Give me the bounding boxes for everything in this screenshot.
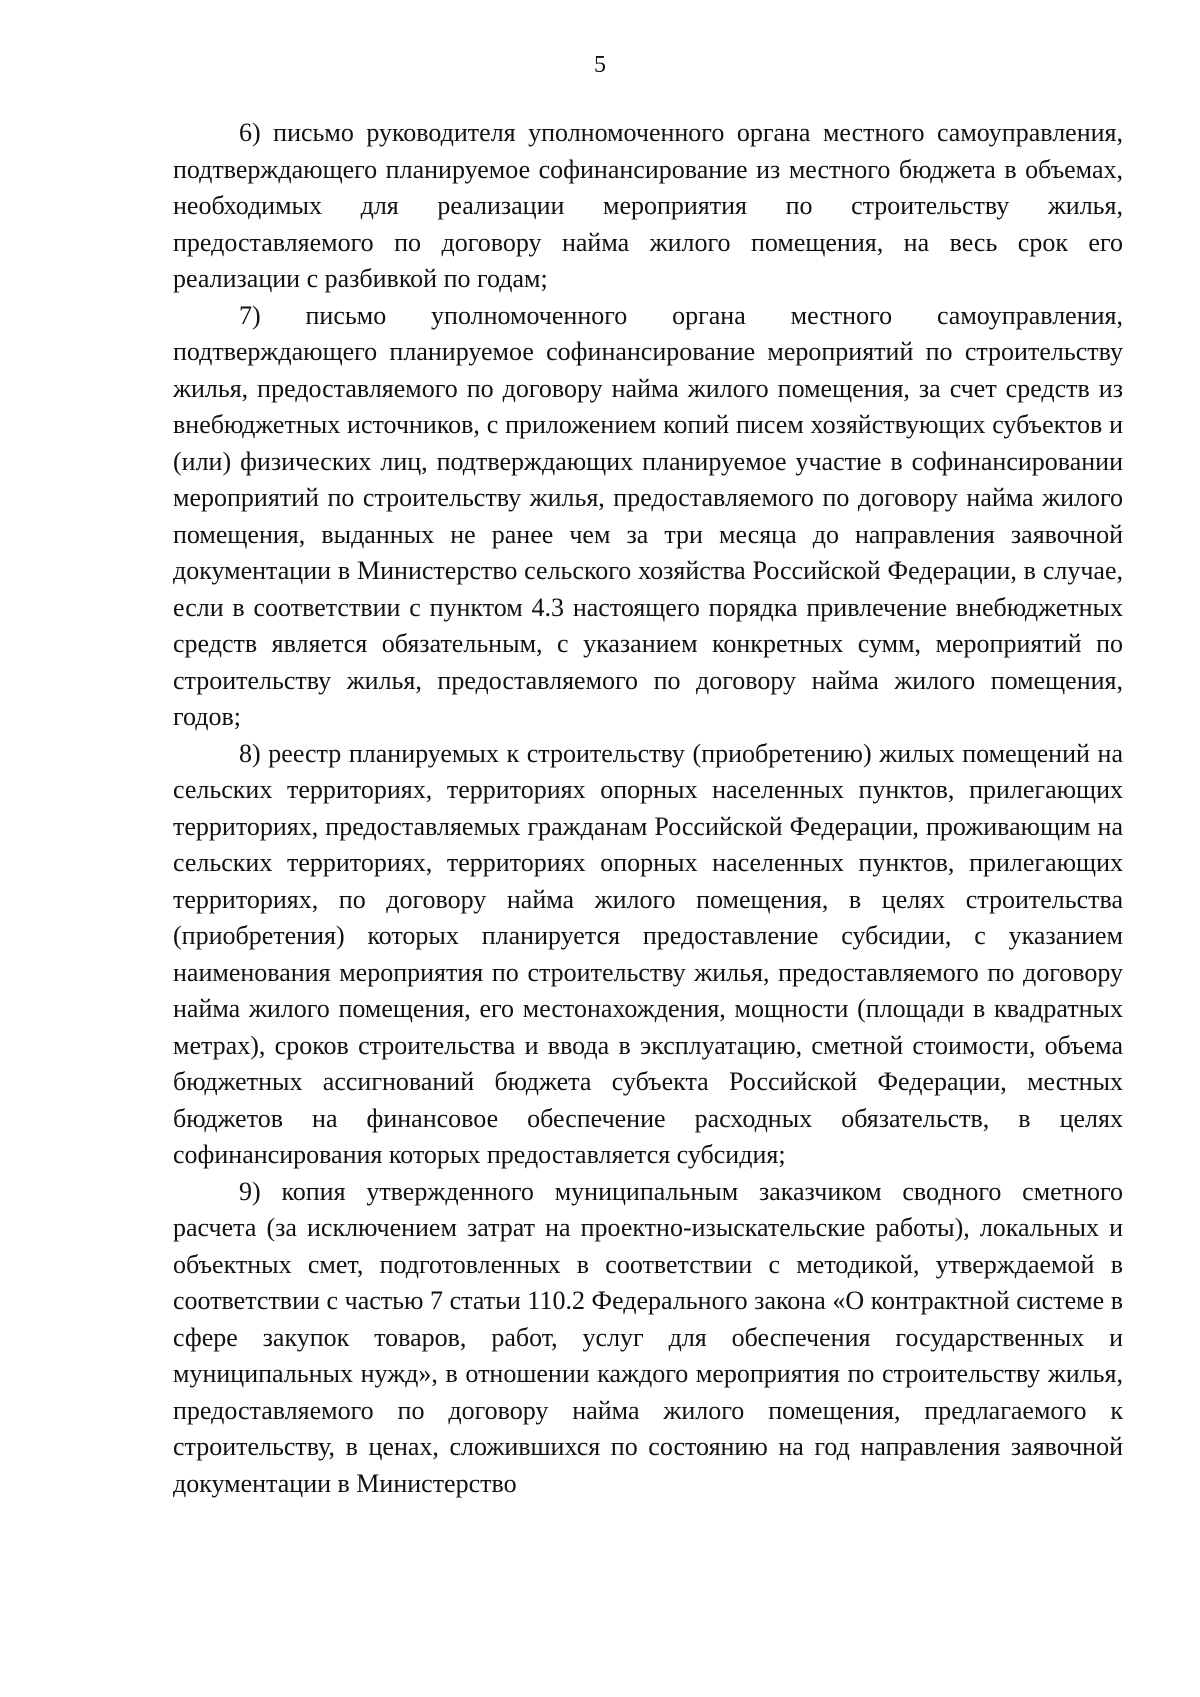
paragraph-item-9: 9) копия утвержденного муниципальным заказчиком сводного сметного расчета (за исключением затрат на проектно-изыскательские работы), локальных и объектных смет, подготовленных в соответствии с методикой, утверждаемой в соответствии с частью 7 статьи 110.2 Федерального закона «О контрактной системе в сфере закупок товаров, работ, услуг для обеспечения государственных и муниципальных нужд», в отношении каждого мероприятия по строительству жилья, предоставляемого по договору найма жилого помещения, предлагаемого к строительству, в ценах, сложившихся по состоянию на год направления заявочной документации в Министерство bbox=[173, 1176, 1123, 1498]
paragraph-item-8: 8) реестр планируемых к строительству (приобретению) жилых помещений на сельских территориях, территориях опорных населенных пунктов, прилегающих территориях, предоставляемых гражданам Российской Федерации, проживающим на сельских территориях, территориях опорных населенных пунктов, прилегающих территориях, по договору найма жилого помещения, в целях строительства (приобретения) которых планируется предоставление субсидии, с указанием наименования мероприятия по строительству жилья, предоставляемого по договору найма жилого помещения, его местонахождения, мощности (площади в квадратных метрах), сроков строительства и ввода в эксплуатацию, сметной стоимости, объема бюджетных ассигнований бюджета субъекта Российской Федерации, местных бюджетов на финансовое обеспечение расходных обязательств, в целях софинансирования которых предоставляется субсидия; bbox=[173, 738, 1123, 1169]
document-body bbox=[173, 115, 1123, 1502]
page-number: 5 bbox=[594, 52, 606, 78]
paragraph-item-7: 7) письмо уполномоченного органа местного самоуправления, подтверждающего планируемое софинансирование мероприятий по строительству жилья, предоставляемого по договору найма жилого помещения, за счет средств из внебюджетных источников, с приложением копий писем хозяйствующих субъектов и (или) физических лиц, подтверждающих планируемое участие в софинансировании мероприятий по строительству жилья, предоставляемого по договору найма жилого помещения, выданных не ранее чем за три месяца до направления заявочной документации в Министерство сельского хозяйства Российской Федерации, в случае, если в соответствии с пунктом 4.3 настоящего порядка привлечение внебюджетных средств является обязательным, с указанием конкретных сумм, мероприятий по строительству жилья, предоставляемого по договору найма жилого помещения, годов; bbox=[173, 300, 1123, 731]
paragraph-item-6: 6) письмо руководителя уполномоченного органа местного самоуправления, подтверждающего планируемое софинансирование из местного бюджета в объемах, необходимых для реализации мероприятия по строительству жилья, предоставляемого по договору найма жилого помещения, на весь срок его реализации с разбивкой по годам; bbox=[173, 118, 1123, 293]
